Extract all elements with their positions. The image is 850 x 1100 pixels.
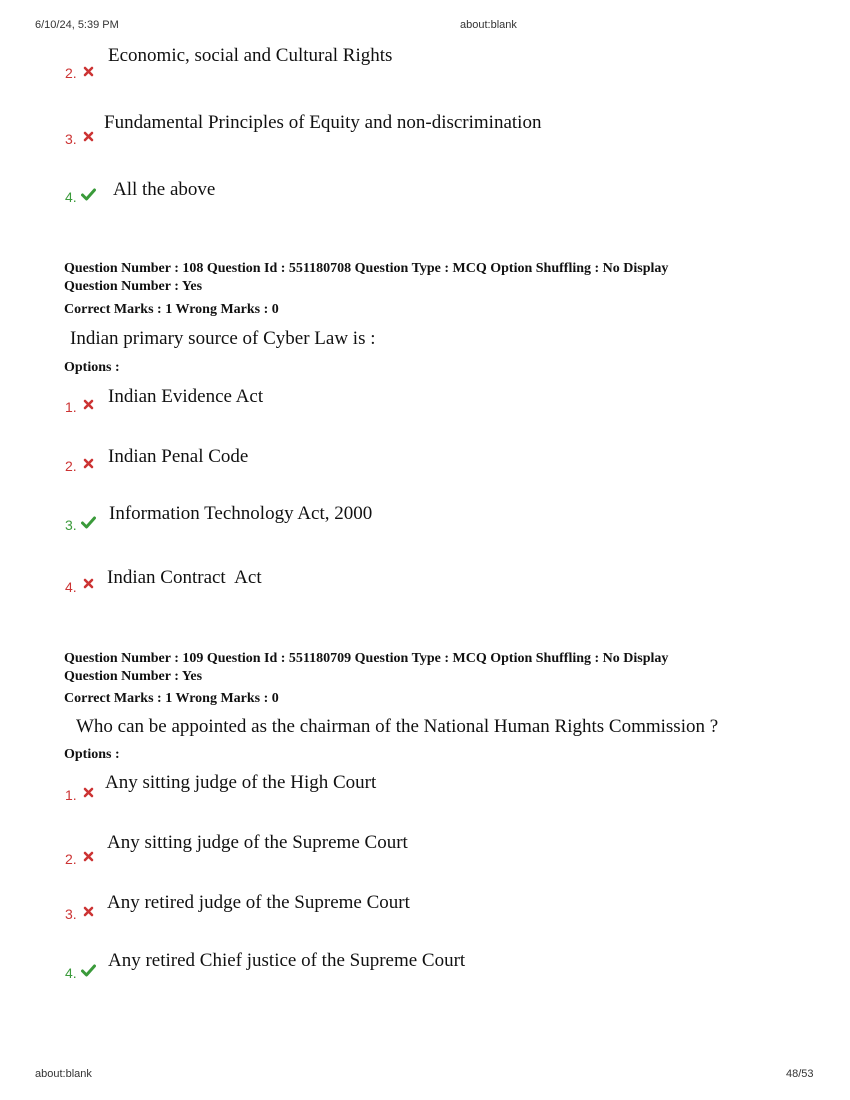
option-number: 3. — [65, 906, 77, 922]
correct-check-icon — [81, 516, 96, 529]
question-meta-line: Question Number : Yes — [64, 669, 203, 684]
wrong-cross-icon — [83, 787, 94, 798]
option-number: 4. — [65, 579, 77, 595]
option-text: Any sitting judge of the High Court — [105, 772, 377, 793]
question-meta-line: Question Number : 108 Question Id : 551180708 Question Type : MCQ Option Shuffling : No Display — [64, 261, 669, 276]
question-meta-line: Question Number : 109 Question Id : 551180709 Question Type : MCQ Option Shuffling : No Display — [64, 651, 669, 666]
option-number: 2. — [65, 458, 77, 474]
wrong-cross-icon — [83, 66, 94, 77]
option-number: 4. — [65, 189, 77, 205]
option-row — [0, 567, 850, 597]
option-text: Indian Contract Act — [107, 567, 262, 588]
option-number: 3. — [65, 131, 77, 147]
question-109-meta — [64, 650, 668, 686]
option-text: Any retired judge of the Supreme Court — [107, 892, 410, 913]
wrong-cross-icon — [83, 131, 94, 142]
option-row — [0, 386, 850, 416]
option-text: Indian Evidence Act — [108, 386, 264, 407]
option-number: 4. — [65, 965, 77, 981]
option-text: Indian Penal Code — [108, 446, 249, 467]
correct-check-icon — [81, 964, 96, 977]
option-row — [0, 446, 850, 476]
print-page-number: 48/53 — [786, 1068, 814, 1080]
option-text: Fundamental Principles of Equity and non-discrimination — [104, 112, 542, 133]
option-text: Any retired Chief justice of the Supreme Court — [108, 950, 466, 971]
option-number: 3. — [65, 517, 77, 533]
option-number: 1. — [65, 399, 77, 415]
question-109-marks: Correct Marks : 1 Wrong Marks : 0 — [64, 691, 279, 706]
question-108-marks: Correct Marks : 1 Wrong Marks : 0 — [64, 302, 279, 317]
option-text: Any sitting judge of the Supreme Court — [107, 832, 408, 853]
print-title: about:blank — [460, 19, 517, 31]
option-number: 2. — [65, 851, 77, 867]
option-text: All the above — [113, 179, 216, 200]
wrong-cross-icon — [83, 906, 94, 917]
option-row — [0, 832, 850, 867]
option-number: 2. — [65, 65, 77, 81]
option-row — [0, 179, 850, 209]
question-108-meta — [64, 260, 668, 296]
options-label: Options : — [64, 360, 120, 375]
question-109-text: Who can be appointed as the chairman of the National Human Rights Commission ? — [76, 716, 719, 737]
print-footer-url: about:blank — [35, 1068, 92, 1080]
correct-check-icon — [81, 188, 96, 201]
option-row — [0, 112, 850, 147]
option-number: 1. — [65, 787, 77, 803]
wrong-cross-icon — [83, 578, 94, 589]
option-row — [0, 892, 850, 922]
wrong-cross-icon — [83, 458, 94, 469]
option-row — [0, 503, 850, 533]
option-text: Information Technology Act, 2000 — [109, 503, 373, 524]
question-108-text: Indian primary source of Cyber Law is : — [70, 328, 376, 349]
print-timestamp: 6/10/24, 5:39 PM — [35, 19, 119, 31]
option-row — [0, 45, 850, 81]
wrong-cross-icon — [83, 399, 94, 410]
option-row — [0, 772, 850, 802]
options-label: Options : — [64, 747, 120, 762]
wrong-cross-icon — [83, 851, 94, 862]
question-meta-line: Question Number : Yes — [64, 279, 203, 294]
option-row — [0, 950, 850, 980]
option-text: Economic, social and Cultural Rights — [108, 45, 393, 66]
